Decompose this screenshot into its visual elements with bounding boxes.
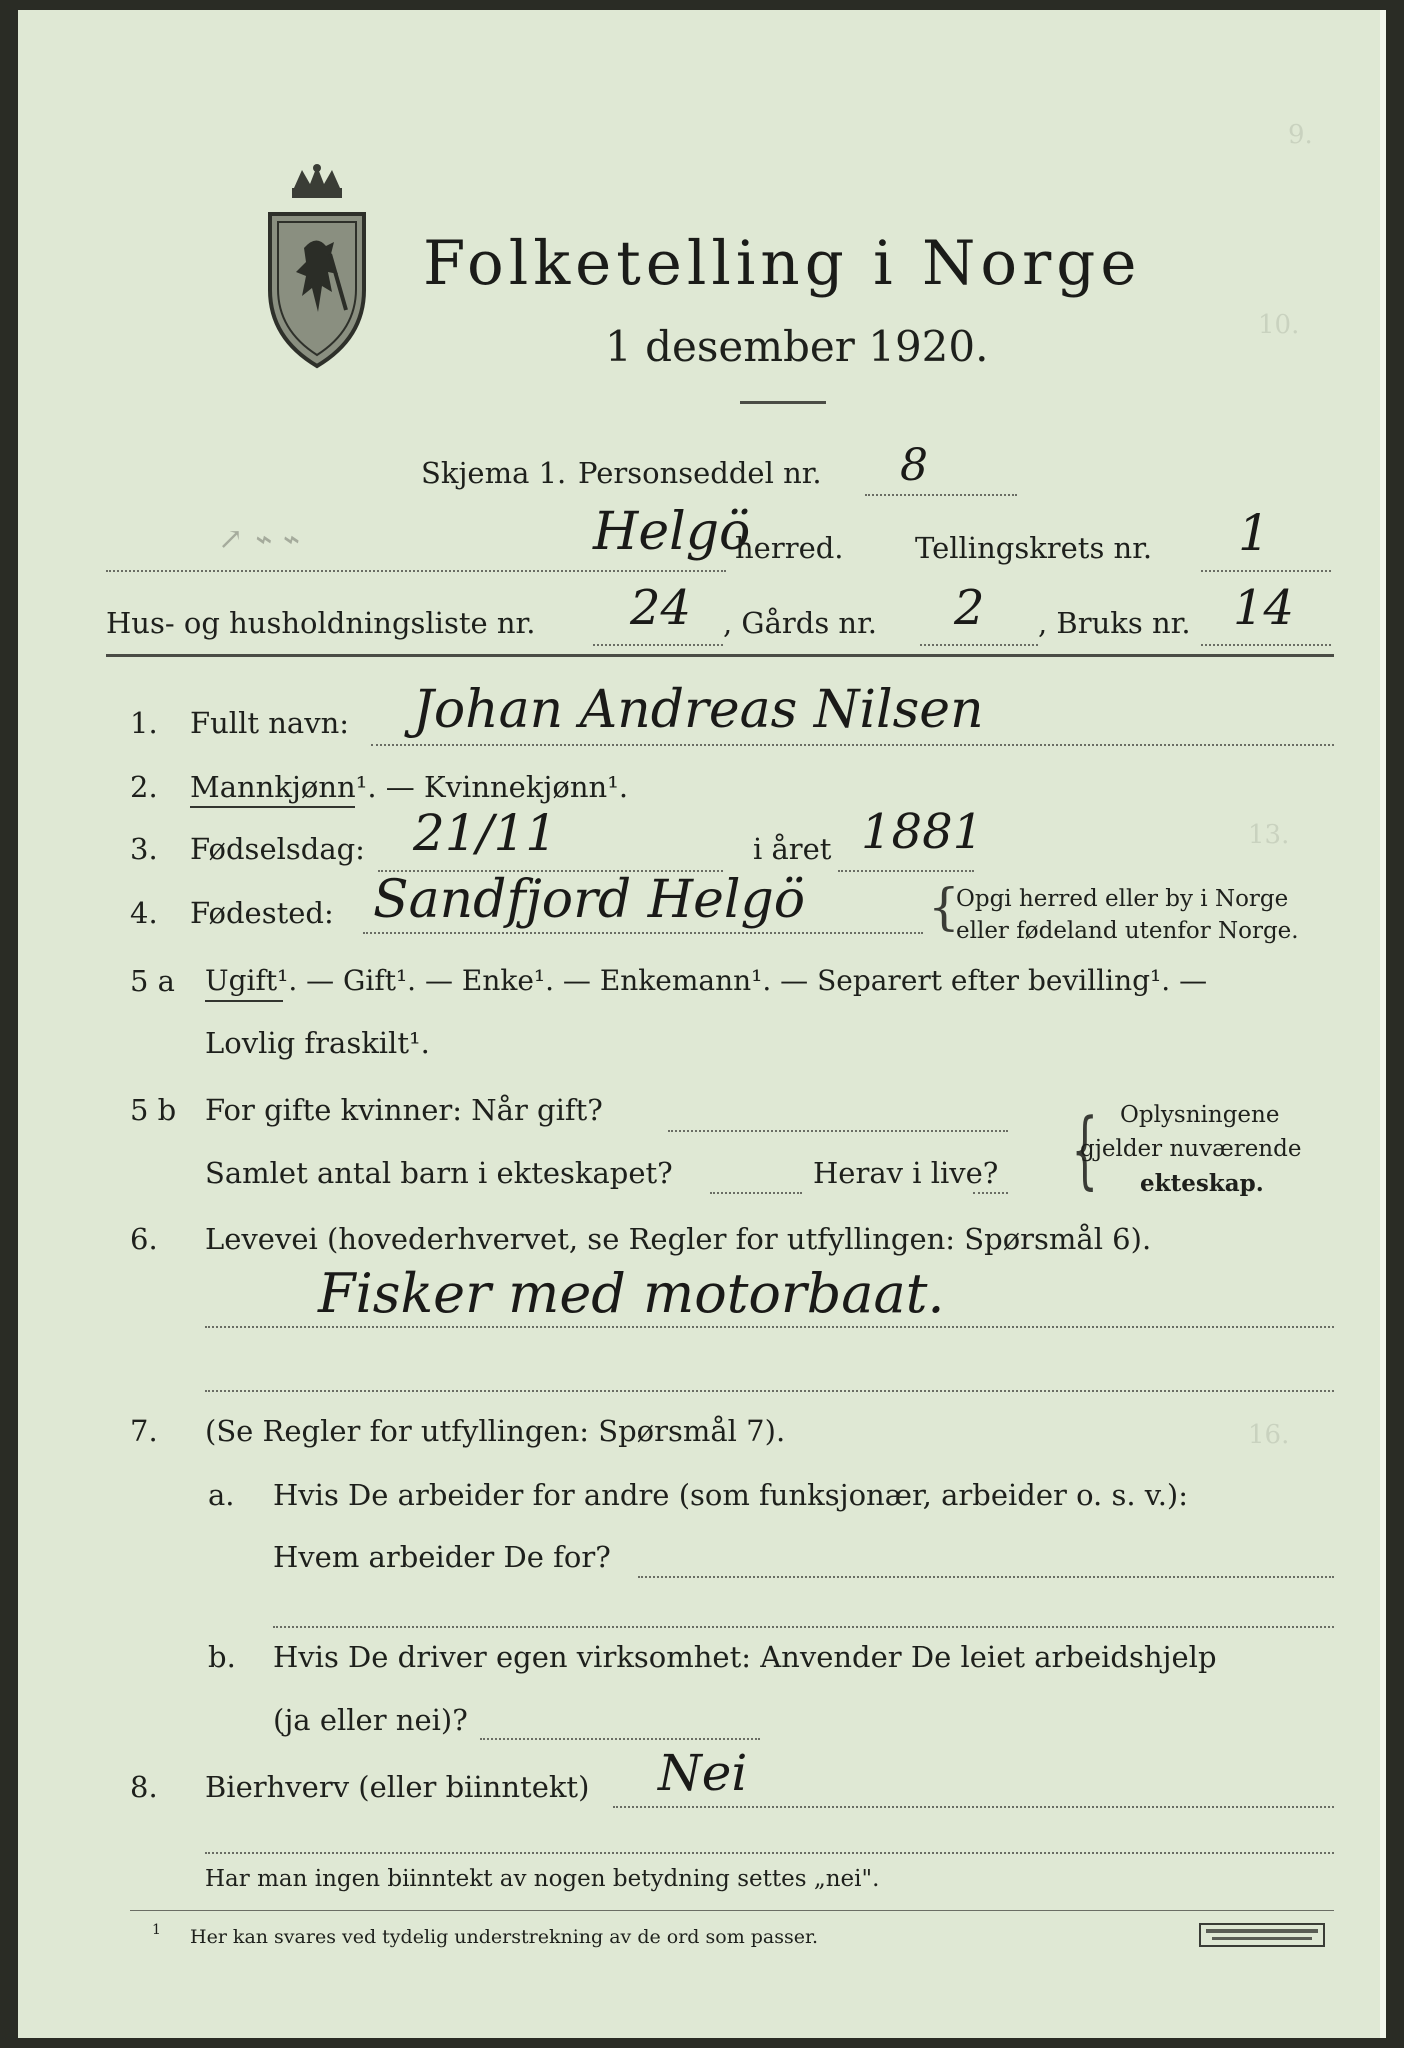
marital-status-options: Ugift¹. — Gift¹. — Enke¹. — Enkemann¹. — Separert efter bevilling¹. — xyxy=(205,964,1208,997)
q1-label: Fullt navn: xyxy=(190,706,350,740)
bruks-label: , Bruks nr. xyxy=(1038,606,1191,640)
gards-field[interactable] xyxy=(920,644,1038,646)
bruks-value: 14 xyxy=(1233,580,1295,636)
side-income-field-2[interactable] xyxy=(205,1852,1334,1854)
personseddel-label: Personseddel nr. xyxy=(578,456,822,490)
full-name-value: Johan Andreas Nilsen xyxy=(413,680,984,740)
mannkjonn-underline xyxy=(190,806,355,808)
marital-status-options-2: Lovlig fraskilt¹. xyxy=(205,1026,430,1060)
q7a-question: Hvis De arbeider for andre (som funksjonær, arbeider o. s. v.): xyxy=(273,1478,1189,1512)
brace-icon: { xyxy=(928,878,960,936)
q3-number: 3. xyxy=(130,832,158,866)
q8-number: 8. xyxy=(130,1770,158,1804)
q4-label: Fødested: xyxy=(190,896,334,930)
q7-label: (Se Regler for utfyllingen: Spørsmål 7). xyxy=(205,1414,786,1448)
occupation-value: Fisker med motorbaat. xyxy=(318,1262,945,1325)
footnote-marker: 1 xyxy=(152,1922,161,1938)
tellingskrets-field[interactable] xyxy=(1201,570,1331,572)
birthplace-value: Sandfjord Helgö xyxy=(373,870,806,930)
side-income-field[interactable] xyxy=(613,1806,1334,1808)
tellingskrets-label: Tellingskrets nr. xyxy=(915,531,1153,565)
pencil-marks: ↗ ⌁ ⌁ xyxy=(218,522,299,557)
footer-divider xyxy=(130,1910,1334,1911)
q7a-employer-label: Hvem arbeider De for? xyxy=(273,1540,611,1574)
herred-label: herred. xyxy=(735,531,844,565)
personseddel-field[interactable] xyxy=(865,494,1017,496)
gards-label: , Gårds nr. xyxy=(723,606,877,640)
husliste-value: 24 xyxy=(630,580,692,636)
children-alive-label: Herav i live? xyxy=(813,1156,999,1190)
census-form-sheet xyxy=(18,10,1386,2038)
bruks-field[interactable] xyxy=(1201,644,1331,646)
no-income-note: Har man ingen biinntekt av nogen betydning settes „nei". xyxy=(205,1866,880,1892)
q2-number: 2. xyxy=(130,770,158,804)
marriage-note-3: ekteskap. xyxy=(1140,1170,1264,1197)
q5a-number: 5 a xyxy=(130,964,175,998)
q7b-question: Hvis De driver egen virksomhet: Anvender De leiet arbeidshjelp xyxy=(273,1640,1217,1674)
herred-field[interactable] xyxy=(106,570,726,572)
birthplace-field[interactable] xyxy=(363,932,923,934)
q1-number: 1. xyxy=(130,706,158,740)
section-divider xyxy=(106,654,1334,657)
q3-label: Fødselsdag: xyxy=(190,832,365,866)
census-date: 1 desember 1920. xyxy=(605,322,989,371)
bleed-through-text: 10. xyxy=(1258,310,1300,340)
tellingskrets-value: 1 xyxy=(1238,504,1270,562)
husliste-field[interactable] xyxy=(593,644,723,646)
marriage-note-1: Oplysningene xyxy=(1120,1102,1280,1128)
birth-year-value: 1881 xyxy=(861,804,984,860)
printer-stamp-icon xyxy=(1198,1920,1328,1952)
employer-field[interactable] xyxy=(638,1576,1334,1578)
employer-field-2[interactable] xyxy=(273,1626,1334,1628)
footnote-text: Her kan svares ved tydelig understrekning av de ord som passer. xyxy=(190,1926,819,1948)
side-income-value: Nei xyxy=(658,1744,748,1802)
bleed-through-text: 9. xyxy=(1288,120,1313,150)
q7b-yes-no-label: (ja eller nei)? xyxy=(273,1703,468,1737)
coat-of-arms-icon xyxy=(258,162,376,372)
ugift-underline xyxy=(205,1000,283,1002)
married-when-label: For gifte kvinner: Når gift? xyxy=(205,1093,603,1127)
children-total-label: Samlet antal barn i ekteskapet? xyxy=(205,1156,673,1190)
bleed-through-text: 16. xyxy=(1248,1420,1290,1450)
brace-icon: { xyxy=(1071,1100,1099,1198)
occupation-field-1[interactable] xyxy=(205,1326,1334,1328)
q6-label: Levevei (hovederhvervet, se Regler for utfyllingen: Spørsmål 6). xyxy=(205,1222,1152,1256)
gards-value: 2 xyxy=(954,580,985,636)
herred-value: Helgö xyxy=(593,502,751,562)
birthdate-value: 21/11 xyxy=(413,804,558,862)
children-alive-field[interactable] xyxy=(973,1192,1008,1194)
form-title: Folketelling i Norge xyxy=(423,228,1142,299)
birthplace-note-2: eller fødeland utenfor Norge. xyxy=(956,918,1299,944)
birthplace-note-1: Opgi herred eller by i Norge xyxy=(956,886,1289,912)
q5b-number: 5 b xyxy=(130,1093,177,1127)
hired-help-field[interactable] xyxy=(480,1738,760,1740)
bleed-through-text: 13. xyxy=(1248,820,1290,850)
full-name-field[interactable] xyxy=(371,744,1334,746)
sex-options: Mannkjønn¹. — Kvinnekjønn¹. xyxy=(190,770,629,804)
children-total-field[interactable] xyxy=(710,1192,802,1194)
title-divider xyxy=(740,401,826,404)
married-when-field[interactable] xyxy=(668,1130,1008,1132)
marriage-note-2: gjelder nuværende xyxy=(1080,1136,1302,1162)
q7b-letter: b. xyxy=(208,1640,236,1674)
q4-number: 4. xyxy=(130,896,158,930)
skjema-label: Skjema 1. xyxy=(421,456,567,490)
q7a-letter: a. xyxy=(208,1478,235,1512)
husliste-label: Hus- og husholdningsliste nr. xyxy=(106,606,536,640)
personseddel-value: 8 xyxy=(900,440,928,491)
q7-number: 7. xyxy=(130,1414,158,1448)
q8-label: Bierhverv (eller biinntekt) xyxy=(205,1770,590,1804)
birth-year-label: i året xyxy=(753,832,832,866)
birth-year-field[interactable] xyxy=(838,870,974,872)
q6-number: 6. xyxy=(130,1222,158,1256)
occupation-field-2[interactable] xyxy=(205,1390,1334,1392)
